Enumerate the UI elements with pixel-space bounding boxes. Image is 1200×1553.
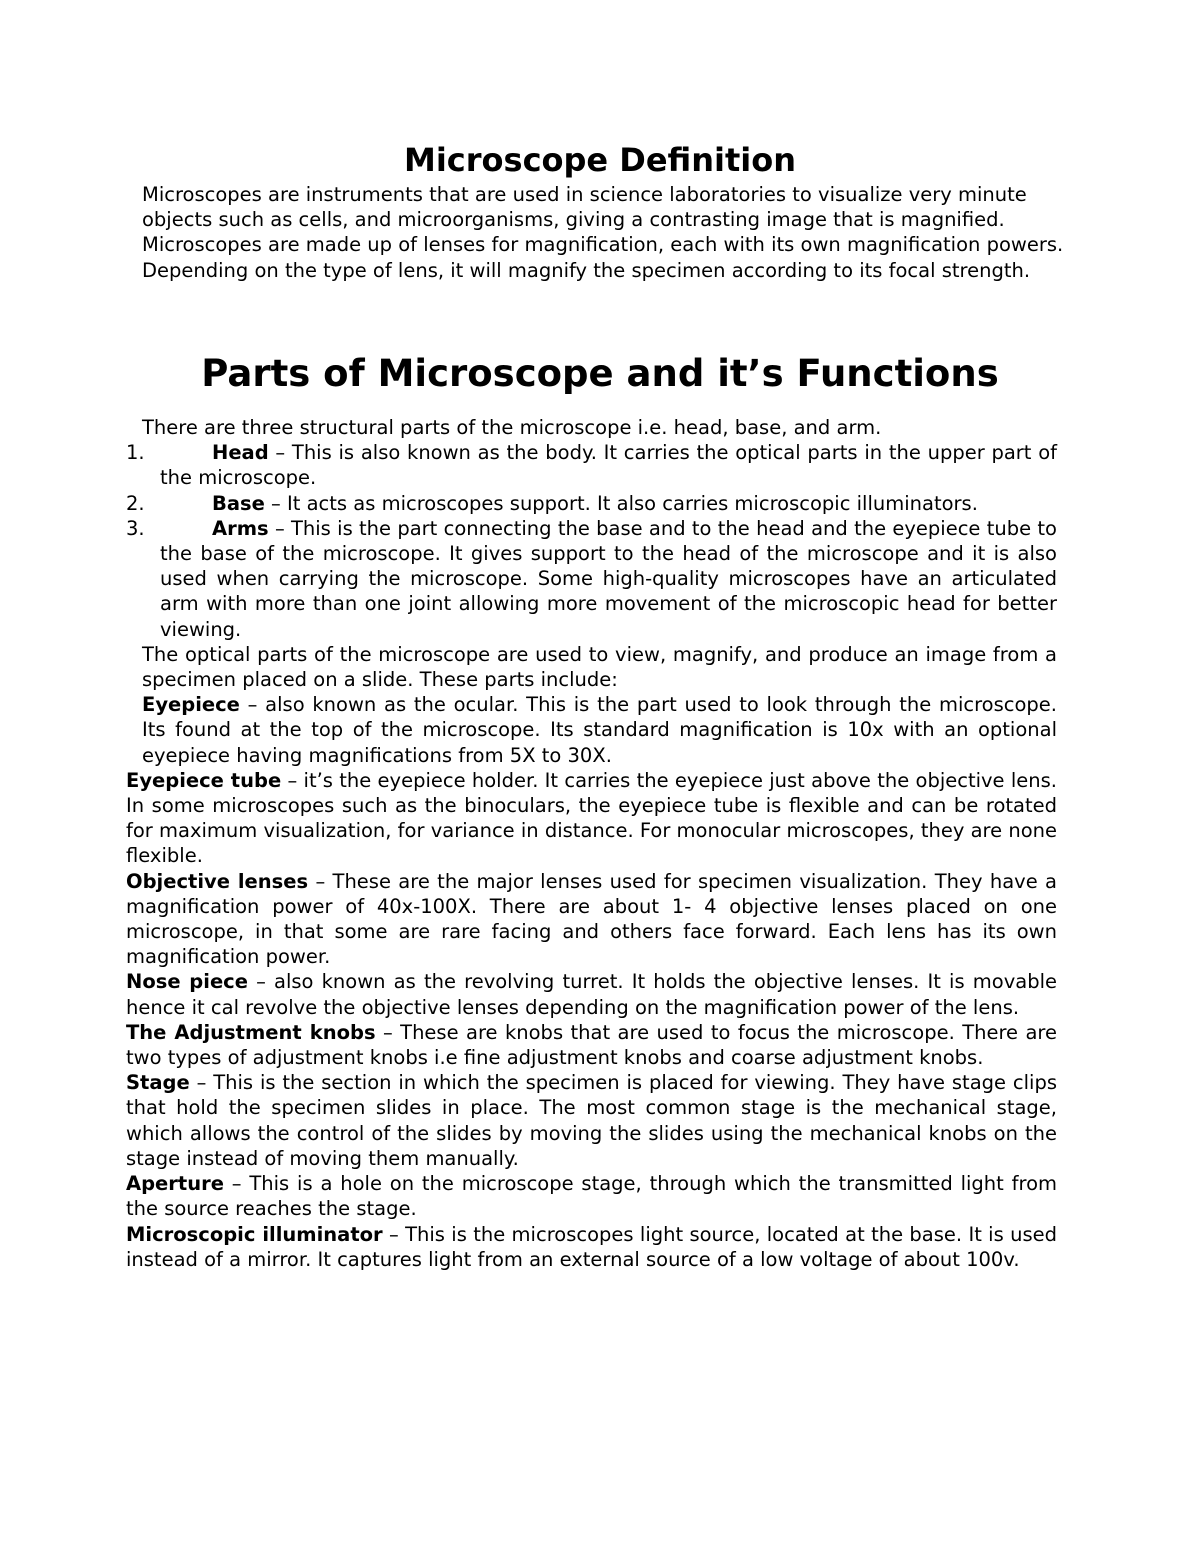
term-description: – also known as the ocular. This is the part used to look through the microscope. Its found at the top of the microscope. Its standard magnification is 10x with an optional eyepiece having magnifications from 5X to 30X. bbox=[142, 693, 1057, 767]
term-paragraph bbox=[126, 969, 1057, 1019]
term-nose-piece: Nose piece bbox=[126, 970, 248, 994]
list-number: 3. bbox=[126, 516, 145, 540]
list-number: 1. bbox=[126, 441, 145, 465]
list-number: 2. bbox=[126, 491, 145, 515]
term-microscopic-illuminator: Microscopic illuminator bbox=[126, 1222, 383, 1246]
intro-paragraph: Microscopes are instruments that are used in science laboratories to visualize very minute objects such as cells, and microorganisms, giving a contrasting image that is magnified. Microscopes are made up of lenses for magnification, each with its own magnification powers. Depending on the type of lens, it will magnify the specimen according to its focal strength. bbox=[142, 183, 1064, 282]
term-description: – This is a hole on the microscope stage, through which the transmitted light from the source reaches the stage. bbox=[126, 1172, 1057, 1221]
list-item bbox=[126, 516, 1057, 642]
term-description: – It acts as microscopes support. It also carries microscopic illuminators. bbox=[264, 491, 978, 515]
term-stage: Stage bbox=[126, 1071, 190, 1095]
term-aperture: Aperture bbox=[126, 1172, 224, 1196]
term-paragraph bbox=[126, 1222, 1057, 1272]
term-paragraph bbox=[126, 1020, 1057, 1070]
term-eyepiece-tube: Eyepiece tube bbox=[126, 768, 282, 792]
term-paragraph bbox=[126, 768, 1057, 869]
term-description: – This is also known as the body. It carries the optical parts in the upper part of the microscope. bbox=[160, 441, 1057, 490]
term-description: – This is the section in which the specimen is placed for viewing. They have stage clips that hold the specimen slides in place. The most common stage is the mechanical stage, which allows the control of the slides by moving the slides using the mechanical knobs on the stage instead of moving them manually. bbox=[126, 1071, 1057, 1170]
term-arms: Arms bbox=[212, 516, 269, 540]
term-paragraph bbox=[126, 869, 1057, 970]
list-item bbox=[126, 440, 1057, 490]
list-item bbox=[126, 491, 1057, 516]
term-description: – These are the major lenses used for specimen visualization. They have a magnification power of 40x-100X. There are about 1- 4 objective lenses placed on one microscope, in that some are rare facing and others face forward. Each lens has its own magnification power. bbox=[126, 869, 1057, 969]
term-objective-lenses: Objective lenses bbox=[126, 869, 309, 893]
term-paragraph bbox=[126, 692, 1057, 768]
term-description: – These are knobs that are used to focus the microscope. There are two types of adjustment knobs i.e fine adjustment knobs and coarse adjustment knobs. bbox=[126, 1020, 1058, 1070]
document-body bbox=[126, 415, 1057, 1272]
term-description: – This is the part connecting the base and to the head and the eyepiece tube to the base of the microscope. It gives support to the head of the microscope and it is also used when carrying the microscope. Some high-quality microscopes have an articulated arm with more than one joint allowing more movement of the microscopic head for better viewing. bbox=[160, 516, 1057, 641]
term-head: Head bbox=[212, 441, 269, 465]
term-base: Base bbox=[212, 491, 265, 515]
term-paragraph bbox=[126, 1070, 1057, 1171]
section-heading: Parts of Microscope and it’s Functions bbox=[201, 352, 999, 395]
term-paragraph bbox=[126, 1171, 1057, 1221]
term-eyepiece: Eyepiece bbox=[142, 693, 240, 717]
term-description: – also known as the revolving turret. It holds the objective lenses. It is movable hence it cal revolve the objective lenses depending on the magnification power of the lens. bbox=[126, 970, 1057, 1019]
term-description: – it’s the eyepiece holder. It carries the eyepiece just above the objective lens. In some microscopes such as the binoculars, the eyepiece tube is flexible and can be rotated for maximum visualization, for variance in distance. For monocular microscopes, they are none flexible. bbox=[126, 768, 1057, 868]
structural-intro: There are three structural parts of the microscope i.e. head, base, and arm. bbox=[142, 416, 882, 439]
page-title: Microscope Definition bbox=[403, 141, 797, 179]
structural-parts-list bbox=[126, 440, 1057, 642]
optical-intro: The optical parts of the microscope are used to view, magnify, and produce an image from a specimen placed on a slide. These parts include: bbox=[142, 642, 1057, 692]
term-description: – This is the microscopes light source, located at the base. It is used instead of a mirror. It captures light from an external source of a low voltage of about 100v. bbox=[126, 1222, 1057, 1271]
term-adjustment-knobs: The Adjustment knobs bbox=[126, 1020, 376, 1044]
